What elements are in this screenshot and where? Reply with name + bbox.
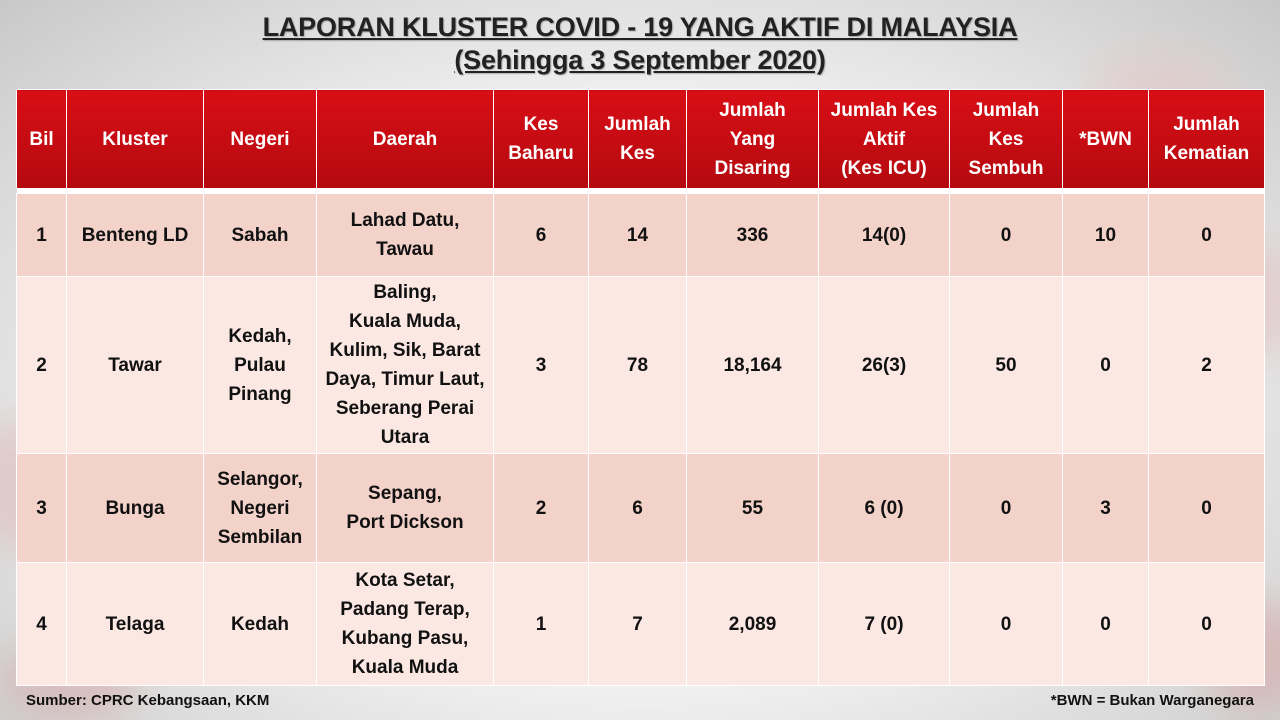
- cell-kematian: 0: [1149, 454, 1265, 563]
- cell-disaring: 2,089: [687, 563, 819, 686]
- cell-bil: 4: [17, 563, 67, 686]
- cell-negeri: Kedah, Pulau Pinang: [204, 277, 317, 454]
- cell-kematian: 2: [1149, 277, 1265, 454]
- cell-negeri: Selangor, Negeri Sembilan: [204, 454, 317, 563]
- cell-negeri: Sabah: [204, 194, 317, 277]
- table-row: [17, 454, 1265, 563]
- table-row: [17, 563, 1265, 686]
- cell-aktif: 26(3): [819, 277, 950, 454]
- table-header-row: [17, 90, 1265, 189]
- cell-sembuh: 50: [950, 277, 1063, 454]
- header-bil: Bil: [17, 90, 67, 189]
- cell-kes-baharu: 3: [494, 277, 589, 454]
- cell-bwn: 0: [1063, 563, 1149, 686]
- cell-bwn: 0: [1063, 277, 1149, 454]
- header-bwn: *BWN: [1063, 90, 1149, 189]
- header-negeri: Negeri: [204, 90, 317, 189]
- cell-kluster: Telaga: [67, 563, 204, 686]
- table-row: [17, 194, 1265, 277]
- table-row: [17, 277, 1265, 454]
- header-disaring: Jumlah Yang Disaring: [687, 90, 819, 189]
- cell-kes-baharu: 2: [494, 454, 589, 563]
- cell-disaring: 55: [687, 454, 819, 563]
- header-aktif: Jumlah Kes Aktif (Kes ICU): [819, 90, 950, 189]
- header-daerah: Daerah: [317, 90, 494, 189]
- footnote: *BWN = Bukan Warganegara: [1050, 692, 1254, 709]
- cell-aktif: 7 (0): [819, 563, 950, 686]
- cell-aktif: 6 (0): [819, 454, 950, 563]
- cell-daerah: Baling, Kuala Muda, Kulim, Sik, Barat Daya, Timur Laut, Seberang Perai Utara: [317, 277, 494, 454]
- cell-jumlah-kes: 7: [589, 563, 687, 686]
- cell-bil: 3: [17, 454, 67, 563]
- cell-jumlah-kes: 14: [589, 194, 687, 277]
- cell-sembuh: 0: [950, 454, 1063, 563]
- cell-kematian: 0: [1149, 194, 1265, 277]
- cell-disaring: 336: [687, 194, 819, 277]
- cell-negeri: Kedah: [204, 563, 317, 686]
- cluster-table: [16, 89, 1265, 686]
- cell-kes-baharu: 1: [494, 563, 589, 686]
- cell-aktif: 14(0): [819, 194, 950, 277]
- cell-daerah: Lahad Datu, Tawau: [317, 194, 494, 277]
- cell-sembuh: 0: [950, 194, 1063, 277]
- cell-bil: 2: [17, 277, 67, 454]
- cell-kluster: Bunga: [67, 454, 204, 563]
- cell-daerah: Sepang, Port Dickson: [317, 454, 494, 563]
- cell-kluster: Benteng LD: [67, 194, 204, 277]
- source-note: Sumber: CPRC Kebangsaan, KKM: [26, 692, 270, 709]
- cell-bwn: 3: [1063, 454, 1149, 563]
- header-kes-baharu: Kes Baharu: [494, 90, 589, 189]
- header-kluster: Kluster: [67, 90, 204, 189]
- page-subtitle: (Sehingga 3 September 2020): [454, 45, 826, 75]
- cell-sembuh: 0: [950, 563, 1063, 686]
- cell-kluster: Tawar: [67, 277, 204, 454]
- header-jumlah-kes: Jumlah Kes: [589, 90, 687, 189]
- header-sembuh: Jumlah Kes Sembuh: [950, 90, 1063, 189]
- header-kematian: Jumlah Kematian: [1149, 90, 1265, 189]
- cell-daerah: Kota Setar, Padang Terap, Kubang Pasu, Kuala Muda: [317, 563, 494, 686]
- cell-bwn: 10: [1063, 194, 1149, 277]
- cell-jumlah-kes: 6: [589, 454, 687, 563]
- cell-bil: 1: [17, 194, 67, 277]
- cell-disaring: 18,164: [687, 277, 819, 454]
- page-title: LAPORAN KLUSTER COVID - 19 YANG AKTIF DI MALAYSIA: [262, 12, 1018, 42]
- cell-jumlah-kes: 78: [589, 277, 687, 454]
- cell-kematian: 0: [1149, 563, 1265, 686]
- cell-kes-baharu: 6: [494, 194, 589, 277]
